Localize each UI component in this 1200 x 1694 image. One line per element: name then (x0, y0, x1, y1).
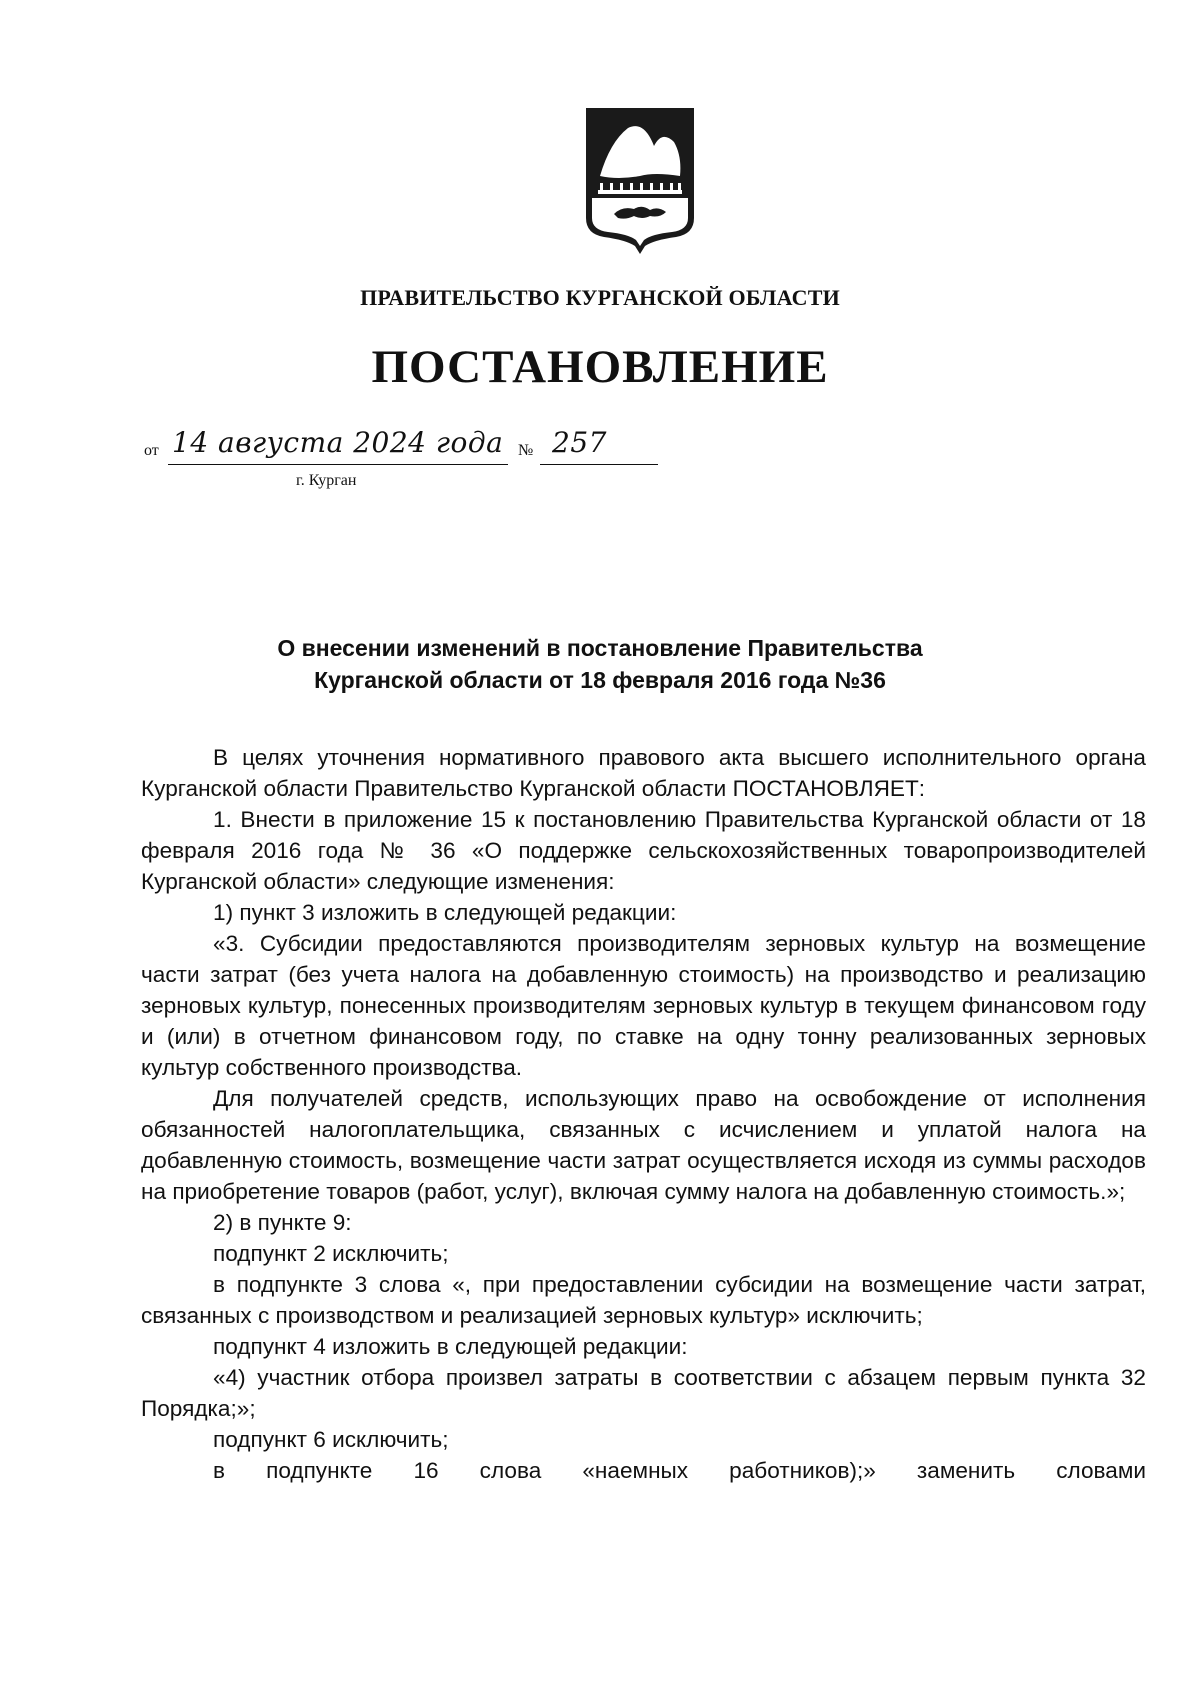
paragraph: подпункт 6 исключить; (213, 1427, 449, 1452)
paragraph: 1) пункт 3 изложить в следующей редакции: (213, 900, 677, 925)
document-body (141, 742, 1146, 1486)
city-label: г. Курган (296, 472, 357, 489)
organization-name: ПРАВИТЕЛЬСТВО КУРГАНСКОЙ ОБЛАСТИ (360, 285, 840, 310)
handwritten-number: 257 (552, 426, 607, 459)
paragraph: 2) в пункте 9: (213, 1210, 352, 1235)
date-prefix: от (144, 442, 159, 459)
date-underline (168, 464, 508, 465)
coat-of-arms-emblem (584, 106, 696, 256)
paragraph: В целях уточнения нормативного правового акта высшего исполнительного органа Курганской области Правительство Курганской области ПОСТАНОВЛЯЕТ: (141, 745, 1146, 801)
paragraph: 1. Внести в приложение 15 к постановлению Правительства Курганской области от 18 февраля 2016 года № 36 «О поддержке сельскохозяйственных товаропроизводителей Курганской области» следующие изменения: (141, 807, 1146, 894)
document-type-heading: ПОСТАНОВЛЕНИЕ (371, 341, 829, 393)
paragraph: Для получателей средств, использующих право на освобождение от исполнения обязанностей налогоплательщика, связанных с исчислением и уплатой налога на добавленную стоимость, возмещение части затрат осуществляется исходя из суммы расходов на приобретение товаров (работ, услуг), включая сумму налога на добавленную стоимость.»; (141, 1086, 1146, 1204)
paragraph: подпункт 2 исключить; (213, 1241, 449, 1266)
date-number-row (140, 420, 660, 480)
document-title (0, 632, 1200, 696)
title-line-1: О внесении изменений в постановление Правительства (277, 635, 923, 661)
paragraph: подпункт 4 изложить в следующей редакции: (213, 1334, 688, 1359)
paragraph: «4) участник отбора произвел затраты в соответствии с абзацем первым пункта 32 Порядка;»; (141, 1365, 1146, 1421)
number-prefix: № (518, 442, 534, 459)
handwritten-date: 14 августа 2024 года (172, 426, 504, 459)
paragraph: в подпункте 16 слова «наемных работников);» заменить словами (213, 1458, 1146, 1483)
paragraph: «3. Субсидии предоставляются производителям зерновых культур на возмещение части затрат (без учета налога на добавленную стоимость) на производство и реализацию зерновых культур, понесенных производителям зерновых культур в текущем финансовом году и (или) в отчетном финансовом году, по ставке на одну тонну реализованных зерновых культур собственного производства. (141, 931, 1146, 1080)
title-line-2: Курганской области от 18 февраля 2016 года №36 (314, 667, 886, 693)
number-underline (540, 464, 658, 465)
paragraph: в подпункте 3 слова «, при предоставлении субсидии на возмещение части затрат, связанных с производством и реализацией зерновых культур» исключить; (141, 1272, 1146, 1328)
